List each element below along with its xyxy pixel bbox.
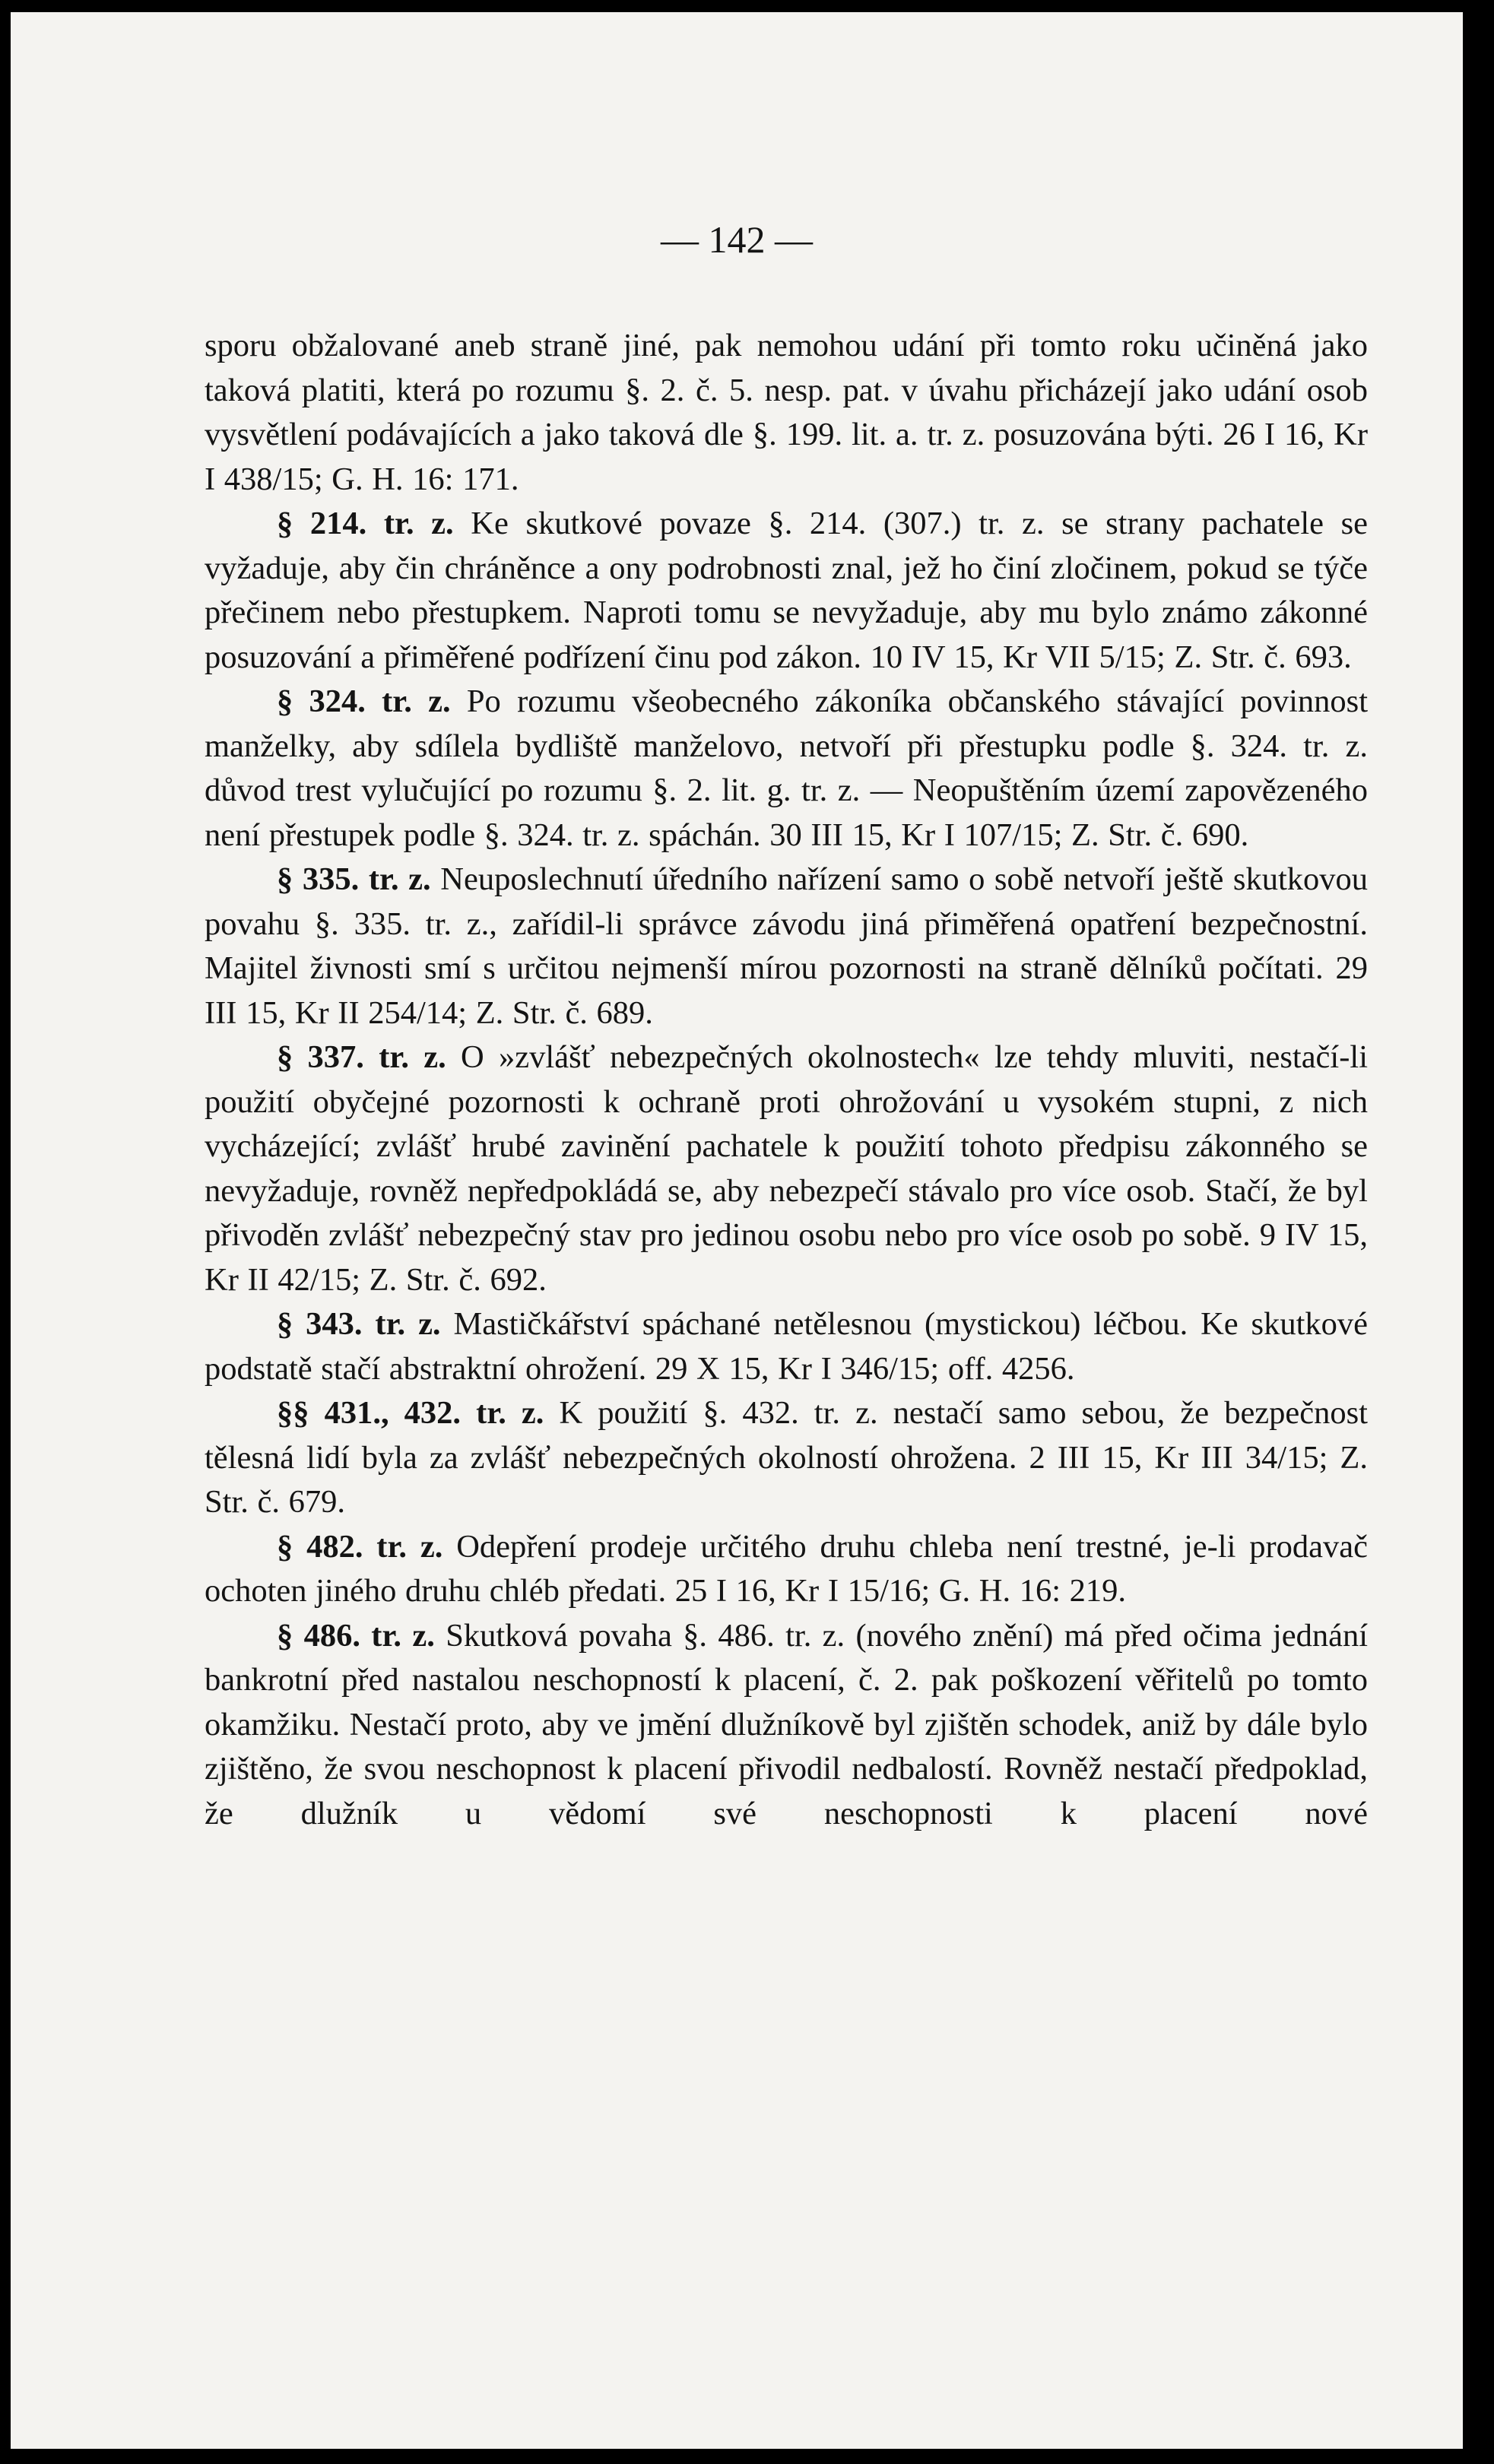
paragraph-section-335 bbox=[205, 858, 1368, 1035]
paragraph-section-337 bbox=[205, 1035, 1368, 1302]
paragraph-text: Ke skutkové povaze §. 214. (307.) tr. z. se strany pachatele se vyžaduje, aby čin chráněnce a ony podrobnosti znal, jež ho činí zločinem, pokud se týče přečinem nebo přestupkem. Naproti tomu se nevyžaduje, aby mu bylo známo zákonné posuzování a přiměřené podřízení činu pod zákon. 10 IV 15, Kr VII 5/15; Z. Str. č. 693. bbox=[205, 506, 1369, 675]
paragraph-section-431-432 bbox=[205, 1391, 1368, 1525]
paragraph-continuation bbox=[205, 324, 1368, 502]
paragraph-section-214 bbox=[205, 502, 1368, 680]
paragraph-section-324 bbox=[205, 680, 1368, 858]
paragraph-text: Odepření prodeje určitého druhu chleba není trestné, je-li prodavač ochoten jiného druhu chléb předati. 25 I 16, Kr I 15/16; G. H. 16: 219. bbox=[205, 1528, 1368, 1609]
paragraph-text: Neuposlechnutí úředního nařízení samo o sobě netvoří ještě skutkovou povahu §. 335. tr. z., zařídil-li správce závodu jiná přiměřená opatření bezpečnostní. Majitel živnosti smí s určitou nejmenší mírou pozornosti na straně dělníků počítati. 29 III 15, Kr II 254/14; Z. Str. č. 689. bbox=[205, 861, 1369, 1031]
paragraph-section-343 bbox=[205, 1302, 1368, 1391]
section-reference: § 486. tr. z. bbox=[277, 1617, 435, 1654]
section-reference: § 335. tr. z. bbox=[277, 861, 431, 897]
paragraph-text: Mastičkářství spáchané netělesnou (mystickou) léčbou. Ke skutkové podstatě stačí abstraktní ohrožení. 29 X 15, Kr I 346/15; off. 4256. bbox=[205, 1306, 1369, 1387]
section-reference: § 214. tr. z. bbox=[277, 506, 454, 541]
book-page bbox=[11, 12, 1463, 2449]
page-text bbox=[205, 324, 1368, 1836]
paragraph-text: Po rozumu všeobecného zákoníka občanského stávající povinnost manželky, aby sdílela bydliště manželovo, netvoří při přestupku podle §. 324. tr. z. důvod trest vylučující po rozumu §. 2. lit. g. tr. z. — Neopuštěním území zapovězeného není přestupek podle §. 324. tr. z. spáchán. 30 III 15, Kr I 107/15; Z. Str. č. 690. bbox=[205, 683, 1369, 853]
section-reference: § 343. tr. z. bbox=[277, 1306, 441, 1342]
paragraph-text: Skutková povaha §. 486. tr. z. (nového znění) má před očima jednání bankrotní před nastalou neschopností k placení, č. 2. pak poškození věřitelů po tomto okamžiku. Nestačí proto, aby ve jmění dlužníkově byl zjištěn schodek, aniž by dále bylo zjištěno, že svou neschopnost k placení přivodil nedbalostí. Rovněž nestačí předpoklad, že dlužník u vědomí své neschopnosti k placení nové bbox=[205, 1617, 1369, 1831]
paragraph-text: K použití §. 432. tr. z. nestačí samo sebou, že bezpečnost tělesná lidí byla za zvlášť nebezpečných okolností ohrožena. 2 III 15, Kr III 34/15; Z. Str. č. 679. bbox=[205, 1395, 1368, 1520]
section-reference: §§ 431., 432. tr. z. bbox=[277, 1395, 544, 1431]
page-number: — 142 — bbox=[661, 218, 813, 261]
paragraph-section-482 bbox=[205, 1525, 1368, 1614]
section-reference: § 482. tr. z. bbox=[277, 1528, 443, 1565]
section-reference: § 337. tr. z. bbox=[277, 1039, 446, 1075]
paragraph-text: O »zvlášť nebezpečných okolnostech« lze tehdy mluviti, nestačí-li použití obyčejné pozornosti k ochraně proti ohrožování u vysokém stupni, z nich vycházející; zvlášť hrubé zavinění pachatele k použití tohoto předpisu zákonného se nevyžaduje, rovněž nepředpokládá se, aby nebezpečí stávalo pro více osob. Stačí, že byl přivoděn zvlášť nebezpečný stav pro jedinou osobu nebo pro více osob po sobě. 9 IV 15, Kr II 42/15; Z. Str. č. 692. bbox=[205, 1039, 1368, 1298]
paragraph-section-486 bbox=[205, 1614, 1368, 1837]
section-reference: § 324. tr. z. bbox=[277, 683, 451, 719]
paragraph-text: sporu obžalované aneb straně jiné, pak nemohou udání při tomto roku učiněná jako taková platiti, která po rozumu §. 2. č. 5. nesp. pat. v úvahu přicházejí jako udání osob vysvětlení podávajících a jako taková dle §. 199. lit. a. tr. z. posuzována býti. 26 I 16, Kr I 438/15; G. H. 16: 171. bbox=[205, 328, 1368, 497]
